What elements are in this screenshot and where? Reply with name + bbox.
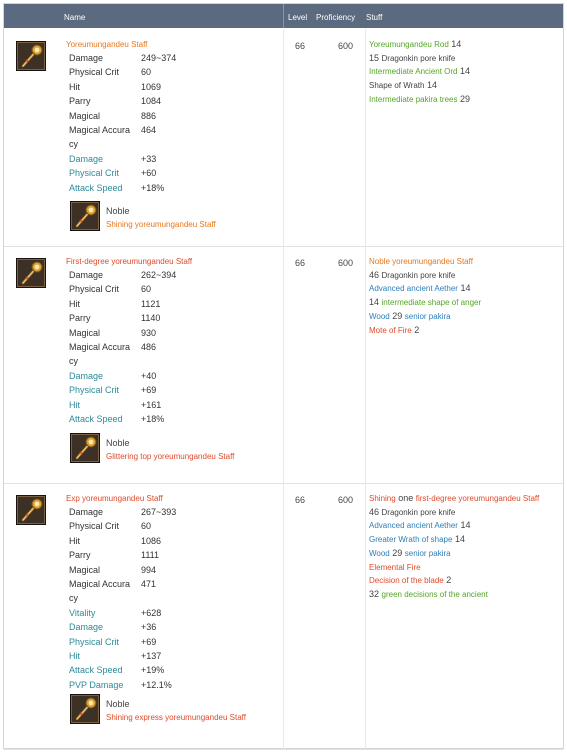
material-link[interactable]: Shape of Wrath	[369, 81, 425, 91]
stat-line	[69, 534, 239, 548]
material-link[interactable]: Intermediate Ancient Ord	[369, 67, 458, 77]
bonus-stat-value: +33	[141, 153, 157, 164]
stat-label: Magical	[69, 564, 101, 575]
stat-line	[69, 354, 239, 368]
noble-label: Noble	[106, 438, 130, 448]
stat-line	[69, 563, 239, 577]
bonus-stat-label: Damage	[69, 153, 104, 164]
staff-icon[interactable]	[16, 495, 46, 525]
stat-label: Parry	[69, 313, 91, 324]
stat-value: 1140	[141, 313, 161, 324]
bonus-stat-line	[69, 606, 239, 620]
table-row	[4, 246, 563, 484]
stat-label: Parry	[69, 96, 91, 107]
material-link[interactable]: Dragonkin pore knife	[381, 507, 456, 517]
material-line	[369, 574, 559, 588]
bonus-stat-value: +161	[141, 399, 162, 410]
column-divider	[365, 483, 366, 749]
stat-line	[69, 591, 239, 605]
bonus-stat-value: +40	[141, 370, 157, 381]
noble-item-link[interactable]: Shining yoreumungandeu Staff	[106, 220, 216, 229]
material-link[interactable]: Wood	[369, 311, 390, 321]
header-separator	[283, 4, 284, 28]
stat-label: Magical Accura	[69, 578, 131, 589]
bonus-stat-value: +19%	[141, 665, 165, 676]
stat-value: 1121	[141, 298, 161, 309]
material-quantity: 14	[448, 39, 462, 49]
bonus-stat-line	[69, 181, 239, 195]
material-link[interactable]: Wood	[369, 548, 390, 558]
noble-item-link[interactable]: Shining express yoreumungandeu Staff	[106, 713, 246, 722]
stat-label: Parry	[69, 550, 91, 561]
material-line	[369, 506, 559, 520]
material-quantity: 14	[424, 80, 437, 91]
material-quantity: 2	[411, 324, 420, 335]
stat-line	[69, 577, 239, 591]
bonus-stat-line	[69, 663, 239, 677]
staff-icon[interactable]	[16, 41, 46, 71]
bonus-stat-label: Attack Speed	[69, 665, 123, 676]
bonus-stat-line	[69, 635, 239, 649]
material-line	[369, 533, 559, 547]
material-link[interactable]: Dragonkin pore knife	[381, 53, 456, 63]
bonus-stat-label: Hit	[69, 650, 80, 661]
stat-line	[69, 94, 239, 108]
material-quantity: 32	[369, 588, 382, 599]
stat-label: Hit	[69, 535, 80, 546]
material-link[interactable]: Noble yoreumungandeu Staff	[369, 257, 473, 266]
material-link[interactable]: Elemental Fire	[369, 562, 421, 572]
stat-line	[69, 268, 239, 282]
column-divider	[365, 29, 366, 246]
material-link[interactable]: Advanced ancient Aether	[369, 284, 458, 294]
stat-line	[69, 282, 239, 296]
stat-value: 930	[141, 327, 157, 338]
table-row	[4, 29, 563, 247]
material-link[interactable]: Greater Wrath of shape	[369, 535, 453, 545]
bonus-stat-label: Vitality	[69, 607, 96, 618]
material-link[interactable]: senior pakira	[404, 548, 451, 558]
bonus-stat-value: +18%	[141, 182, 165, 193]
stat-value: 471	[141, 578, 157, 589]
item-name-link[interactable]: Yoreumungandeu Staff	[66, 40, 148, 49]
material-link[interactable]: Intermediate pakira trees	[369, 94, 458, 104]
noble-item-link[interactable]: Glittering top yoreumungandeu Staff	[106, 452, 235, 461]
material-quantity: 14	[457, 283, 471, 294]
stat-value: 886	[141, 110, 157, 121]
stat-line	[69, 109, 239, 123]
noble-label: Noble	[106, 206, 130, 216]
material-line	[369, 547, 559, 561]
bonus-stat-label: Attack Speed	[69, 413, 123, 424]
material-line	[369, 93, 559, 107]
material-line	[369, 492, 559, 506]
material-line	[369, 79, 559, 93]
header-proficiency: Proficiency	[316, 13, 356, 22]
stat-value: 1086	[141, 535, 162, 546]
bonus-stat-label: Physical Crit	[69, 168, 120, 179]
material-link[interactable]: Dragonkin pore knife	[381, 270, 456, 280]
material-quantity: 14	[452, 534, 465, 545]
noble-label: Noble	[106, 699, 130, 709]
bonus-stat-label: Damage	[69, 370, 104, 381]
item-level: 66	[295, 258, 306, 268]
stat-value: 262~394	[141, 270, 177, 280]
stat-value: 486	[141, 341, 157, 352]
stat-line	[69, 80, 239, 94]
material-quantity: 14	[457, 66, 471, 77]
stat-label: Magical	[69, 327, 101, 338]
material-quantity: 14	[457, 520, 471, 531]
stat-line	[69, 519, 239, 533]
item-table	[3, 3, 564, 749]
material-line	[369, 561, 559, 575]
stat-label: cy	[69, 139, 78, 150]
bonus-stat-line	[69, 383, 239, 397]
material-line	[369, 324, 559, 338]
material-line	[369, 588, 559, 602]
bonus-stat-line	[69, 620, 239, 634]
stat-value: 1111	[141, 550, 160, 561]
material-link[interactable]: Advanced ancient Aether	[369, 521, 458, 531]
bonus-stat-value: +36	[141, 622, 157, 633]
bonus-stat-line	[69, 649, 239, 663]
bonus-stat-line	[69, 166, 239, 180]
material-line	[369, 255, 559, 269]
stat-line	[69, 505, 239, 519]
material-quantity: 29	[389, 310, 405, 321]
stat-label: Physical Crit	[69, 521, 120, 532]
stat-label: Physical Crit	[69, 284, 120, 295]
stat-label: Damage	[69, 53, 104, 63]
stat-value: 60	[141, 284, 152, 295]
header-level: Level	[288, 13, 308, 22]
material-line	[369, 310, 559, 324]
header-stuff: Stuff	[366, 13, 383, 22]
material-link[interactable]: green decisions of the ancient	[381, 589, 488, 599]
bonus-stat-value: +69	[141, 636, 157, 647]
material-line	[369, 519, 559, 533]
staff-icon[interactable]	[70, 433, 100, 463]
stat-label: Physical Crit	[69, 67, 120, 78]
staff-icon[interactable]	[70, 201, 100, 231]
header-name: Name	[64, 13, 86, 22]
column-divider	[283, 246, 284, 483]
item-stats	[69, 51, 239, 195]
material-quantity: one	[395, 493, 416, 503]
material-link[interactable]: intermediate shape of anger	[381, 298, 482, 308]
stat-line	[69, 326, 239, 340]
material-line	[369, 38, 559, 52]
bonus-stat-line	[69, 369, 239, 383]
stat-label: Damage	[69, 507, 104, 517]
bonus-stat-value: +60	[141, 168, 157, 179]
stat-label: cy	[69, 356, 78, 367]
stat-line	[69, 548, 239, 562]
item-stats	[69, 505, 239, 692]
bonus-stat-label: Hit	[69, 399, 80, 410]
material-link[interactable]: senior pakira	[404, 311, 451, 321]
material-quantity: 29	[457, 93, 471, 104]
column-divider	[283, 483, 284, 749]
bonus-stat-value: +12.1%	[141, 679, 172, 690]
bonus-stat-label: Physical Crit	[69, 636, 120, 647]
stat-label: Hit	[69, 81, 80, 92]
material-link[interactable]: Yoreumungandeu Rod	[369, 40, 449, 49]
bonus-stat-label: Damage	[69, 622, 104, 633]
stat-label: cy	[69, 593, 78, 604]
stat-line	[69, 137, 239, 151]
material-quantity: 14	[369, 297, 382, 308]
material-link[interactable]: Shining	[369, 494, 396, 503]
stat-label: Magical Accura	[69, 124, 131, 135]
item-proficiency: 600	[338, 258, 354, 268]
column-divider	[283, 29, 284, 246]
material-list	[369, 255, 559, 337]
item-proficiency: 600	[338, 495, 354, 505]
stat-line	[69, 297, 239, 311]
stat-value: 249~374	[141, 53, 177, 63]
stat-value: 267~393	[141, 507, 177, 517]
stat-value: 1069	[141, 81, 162, 92]
stat-line	[69, 65, 239, 79]
stat-line	[69, 51, 239, 65]
bonus-stat-value: +18%	[141, 413, 165, 424]
bonus-stat-value: +137	[141, 650, 162, 661]
stat-label: Damage	[69, 270, 104, 280]
material-list	[369, 492, 559, 602]
bonus-stat-label: Physical Crit	[69, 385, 120, 396]
material-line	[369, 269, 559, 283]
stat-value: 994	[141, 564, 157, 575]
material-quantity: 46	[369, 506, 382, 517]
stat-value: 60	[141, 67, 152, 78]
stat-line	[69, 123, 239, 137]
bonus-stat-label: PVP Damage	[69, 679, 124, 690]
item-stats	[69, 268, 239, 426]
stat-value: 60	[141, 521, 152, 532]
stat-line	[69, 311, 239, 325]
staff-icon[interactable]	[70, 694, 100, 724]
material-line	[369, 282, 559, 296]
table-row	[4, 483, 563, 750]
material-line	[369, 65, 559, 79]
stat-label: Magical	[69, 110, 101, 121]
material-quantity: 15	[369, 52, 382, 63]
bonus-stat-line	[69, 412, 239, 426]
bonus-stat-value: +628	[141, 607, 162, 618]
staff-icon[interactable]	[16, 258, 46, 288]
material-list	[369, 38, 559, 107]
material-quantity: 2	[443, 575, 452, 586]
material-quantity: 46	[369, 269, 382, 280]
material-line	[369, 52, 559, 66]
stat-label: Magical Accura	[69, 341, 131, 352]
stat-line	[69, 340, 239, 354]
stat-value: 464	[141, 124, 157, 135]
stat-label: Hit	[69, 298, 80, 309]
item-level: 66	[295, 495, 306, 505]
bonus-stat-line	[69, 152, 239, 166]
bonus-stat-value: +69	[141, 385, 157, 396]
item-proficiency: 600	[338, 41, 354, 51]
column-divider	[365, 246, 366, 483]
material-line	[369, 296, 559, 310]
material-quantity: 29	[389, 547, 405, 558]
item-name-link[interactable]: Exp yoreumungandeu Staff	[66, 494, 163, 503]
material-link[interactable]: Mote of Fire	[369, 325, 412, 335]
item-name-link[interactable]: First-degree yoreumungandeu Staff	[66, 257, 193, 266]
material-link[interactable]: Decision of the blade	[369, 576, 444, 586]
material-link[interactable]: first-degree yoreumungandeu Staff	[415, 494, 540, 503]
table-header	[4, 4, 563, 28]
item-level: 66	[295, 41, 306, 51]
bonus-stat-line	[69, 678, 239, 692]
bonus-stat-label: Attack Speed	[69, 182, 123, 193]
stat-value: 1084	[141, 96, 162, 107]
bonus-stat-line	[69, 398, 239, 412]
